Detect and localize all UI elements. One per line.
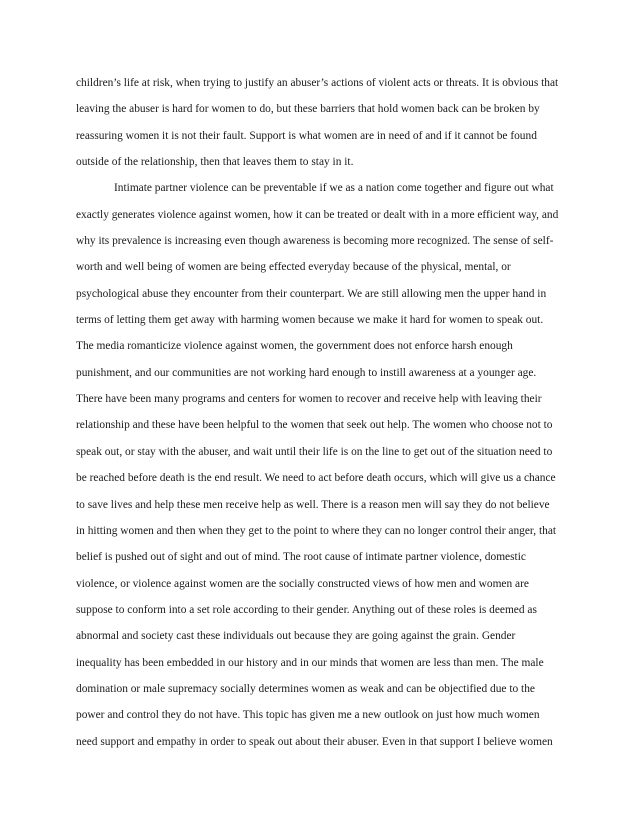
text-line: psychological abuse they encounter from their counterpart. We are still allowing men the upper hand in — [76, 287, 547, 300]
text-line: domination or male supremacy socially determines women as weak and can be objectified due to the — [76, 682, 535, 695]
paragraph-first-line: Intimate partner violence can be preventable if we as a nation come together and figure out what — [114, 182, 554, 195]
text-line: speak out, or stay with the abuser, and wait until their life is on the line to get out of the situation need to — [76, 445, 553, 458]
text-line: terms of letting them get away with harming women because we make it hard for women to speak out. — [76, 314, 544, 327]
text-line: in hitting women and then when they get to the point to where they can no longer control their anger, that — [76, 524, 557, 537]
text-line: There have been many programs and centers for women to recover and receive help with leaving their — [76, 393, 542, 406]
text-line: suppose to conform into a set role according to their gender. Anything out of these roles is deemed as — [76, 603, 537, 616]
text-line: exactly generates violence against women, how it can be treated or dealt with in a more efficient way, and — [76, 208, 559, 221]
text-line: children’s life at risk, when trying to justify an abuser’s actions of violent acts or threats. It is obvious that — [76, 77, 559, 89]
text-line: be reached before death is the end result. We need to act before death occurs, which will give us a chance — [76, 472, 556, 485]
text-line: power and control they do not have. This topic has given me a new outlook on just how much women — [76, 709, 540, 722]
body-text — [76, 70, 566, 755]
text-line: belief is pushed out of sight and out of mind. The root cause of intimate partner violence, domestic — [76, 551, 526, 564]
text-line: punishment, and our communities are not working hard enough to instill awareness at a younger age. — [76, 366, 537, 379]
text-line: outside of the relationship, then that leaves them to stay in it. — [76, 156, 354, 169]
text-line: The media romanticize violence against women, the government does not enforce harsh enough — [76, 340, 513, 353]
text-line: to save lives and help these men receive help as well. There is a reason men will say they do not believe — [76, 498, 550, 511]
text-line: leaving the abuser is hard for women to do, but these barriers that hold women back can be broken by — [76, 103, 540, 116]
text-line: violence, or violence against women are the socially constructed views of how men and women are — [76, 577, 529, 590]
text-line: reassuring women it is not their fault. Support is what women are in need of and if it cannot be found — [76, 129, 537, 142]
text-line: why its prevalence is increasing even though awareness is becoming more recognized. The sense of self- — [76, 235, 554, 248]
text-line: need support and empathy in order to speak out about their abuser. Even in that support I believe women — [76, 735, 553, 748]
text-line: relationship and these have been helpful to the women that seek out help. The women who choose not to — [76, 419, 553, 432]
text-line: abnormal and society cast these individuals out because they are going against the grain. Gender — [76, 630, 516, 643]
text-line: worth and well being of women are being effected everyday because of the physical, mental, or — [76, 261, 511, 274]
text-line: inequality has been embedded in our history and in our minds that women are less than men. The male — [76, 656, 544, 669]
